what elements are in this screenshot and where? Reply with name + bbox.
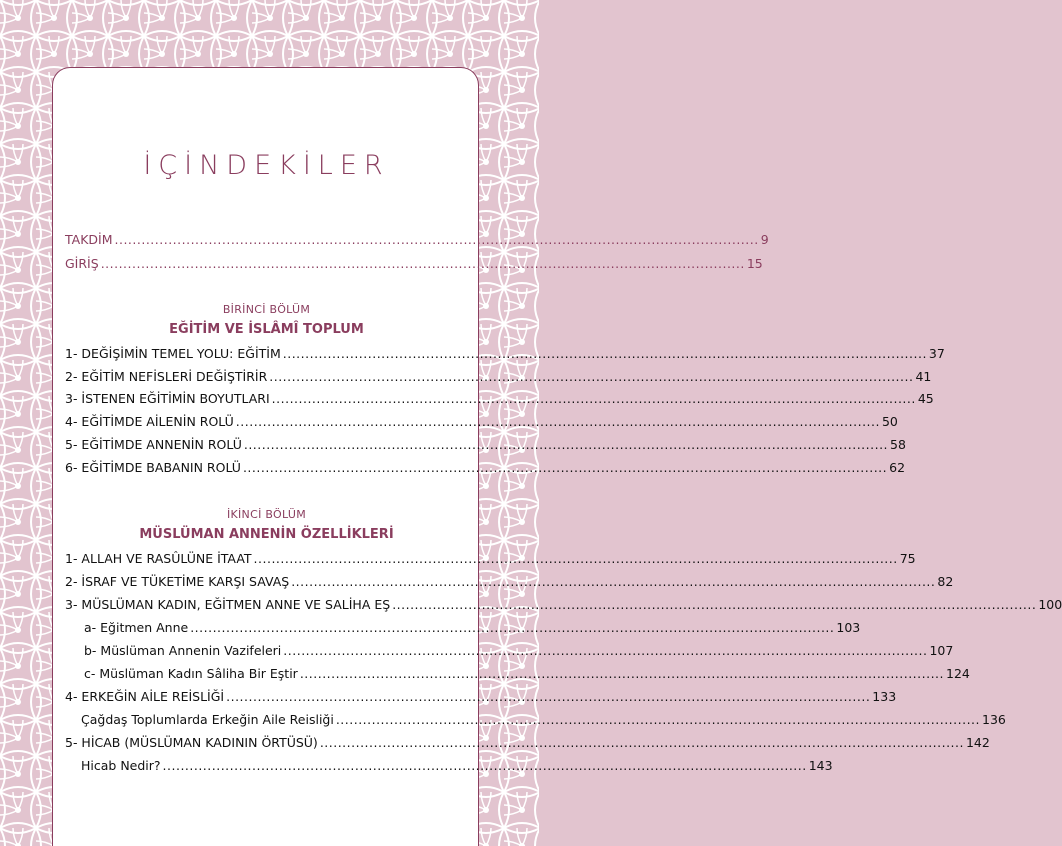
entry-label: TAKDİM xyxy=(65,232,113,247)
toc-entry[interactable] xyxy=(65,688,897,706)
entry-label: 3- İSTENEN EĞİTİMİN BOYUTLARI xyxy=(65,391,270,406)
entry-label: b- Müslüman Annenin Vazifeleri xyxy=(84,643,282,658)
entry-page: 103 xyxy=(836,620,861,635)
entry-label: Çağdaş Toplumlarda Erkeğin Aile Reisliği xyxy=(81,712,334,727)
entry-label: Hicab Nedir? xyxy=(81,758,161,773)
section-caption: BİRİNCİ BÖLÜM xyxy=(222,303,311,316)
entry-page: 82 xyxy=(937,574,954,589)
leader-dots: ................................................................................................................................................ xyxy=(162,758,807,773)
toc-subentry[interactable] xyxy=(81,757,833,775)
entry-label: a- Eğitmen Anne xyxy=(84,620,189,635)
entry-page: 50 xyxy=(881,414,898,429)
leader-dots: ................................................................................................................................................ xyxy=(226,689,871,704)
leader-dots: ................................................................................................................................................ xyxy=(242,460,888,475)
toc-entry[interactable] xyxy=(65,459,906,477)
entry-label: c- Müslüman Kadın Sâliha Bir Eştir xyxy=(84,666,298,681)
entry-page: 75 xyxy=(899,551,916,566)
toc-entry[interactable] xyxy=(65,550,916,568)
leader-dots: ................................................................................................................................................ xyxy=(253,551,898,566)
leader-dots: ................................................................................................................................................ xyxy=(291,574,936,589)
toc-entry[interactable] xyxy=(65,573,954,591)
entry-page: 133 xyxy=(872,689,897,704)
toc-entry[interactable] xyxy=(65,436,906,454)
entry-page: 9 xyxy=(760,232,769,247)
leader-dots: ................................................................................................................................................ xyxy=(243,437,889,452)
entry-page: 15 xyxy=(746,256,763,271)
toc-subentry[interactable] xyxy=(81,711,1006,729)
entry-label: 2- EĞİTİM NEFİSLERİ DEĞİŞTİRİR xyxy=(65,369,268,384)
leader-dots: ................................................................................................................................................ xyxy=(114,232,759,247)
section-title: MÜSLÜMAN ANNENİN ÖZELLİKLERİ xyxy=(139,527,394,542)
leader-dots: ................................................................................................................................................ xyxy=(299,666,944,681)
leader-dots: ................................................................................................................................................ xyxy=(283,643,928,658)
section-title: EĞİTİM VE İSLÂMÎ TOPLUM xyxy=(169,322,364,337)
leader-dots: ................................................................................................................................................ xyxy=(271,391,916,406)
leader-dots: ................................................................................................................................................ xyxy=(319,735,964,750)
entry-label: 5- HİCAB (MÜSLÜMAN KADININ ÖRTÜSÜ) xyxy=(65,735,318,750)
entry-page: 136 xyxy=(982,712,1006,727)
entry-page: 124 xyxy=(946,666,970,681)
toc-entry[interactable] xyxy=(65,390,934,408)
entry-label: 1- ALLAH VE RASÛLÜNE İTAAT xyxy=(65,551,252,566)
leader-dots: ................................................................................................................................................ xyxy=(269,369,914,384)
toc-subentry[interactable] xyxy=(84,665,970,683)
entry-label: 6- EĞİTİMDE BABANIN ROLÜ xyxy=(65,460,241,475)
leader-dots: ................................................................................................................................................ xyxy=(392,597,1037,612)
entry-page: 107 xyxy=(929,643,954,658)
entry-label: GİRİŞ xyxy=(65,256,99,271)
entry-page: 143 xyxy=(808,758,833,773)
toc-subentry[interactable] xyxy=(84,619,861,637)
entry-label: 1- DEĞİŞİMİN TEMEL YOLU: EĞİTİM xyxy=(65,346,281,361)
section-caption: İKİNCİ BÖLÜM xyxy=(226,508,307,521)
entry-label: 2- İSRAF VE TÜKETİME KARŞI SAVAŞ xyxy=(65,574,290,589)
entry-label: 5- EĞİTİMDE ANNENİN ROLÜ xyxy=(65,437,242,452)
toc-entry[interactable] xyxy=(65,368,932,386)
entry-page: 37 xyxy=(928,346,945,361)
toc-entry[interactable] xyxy=(65,596,1062,614)
entry-page: 45 xyxy=(917,391,934,406)
entry-page: 100 xyxy=(1038,597,1062,612)
leader-dots: ................................................................................................................................................ xyxy=(190,620,835,635)
leader-dots: ................................................................................................................................................ xyxy=(100,256,745,271)
toc-entry-takdim[interactable] xyxy=(65,231,769,249)
page-title: İÇİNDEKİLER xyxy=(143,150,390,181)
toc-subentry[interactable] xyxy=(84,642,954,660)
toc-entry[interactable] xyxy=(65,413,898,431)
leader-dots: ................................................................................................................................................ xyxy=(282,346,927,361)
entry-label: 4- EĞİTİMDE AİLENİN ROLÜ xyxy=(65,414,234,429)
contents-page xyxy=(52,67,1062,846)
entry-label: 4- ERKEĞİN AİLE REİSLİĞİ xyxy=(65,689,225,704)
entry-label: 3- MÜSLÜMAN KADIN, EĞİTMEN ANNE VE SALİHA EŞ xyxy=(65,597,391,612)
entry-page: 41 xyxy=(915,369,932,384)
entry-page: 62 xyxy=(889,460,906,475)
toc-entry-giris[interactable] xyxy=(65,255,763,273)
toc-entry[interactable] xyxy=(65,345,945,363)
entry-page: 58 xyxy=(890,437,906,452)
leader-dots: ................................................................................................................................................ xyxy=(235,414,880,429)
entry-page: 142 xyxy=(965,735,990,750)
leader-dots: ................................................................................................................................................ xyxy=(335,712,980,727)
toc-entry[interactable] xyxy=(65,734,990,752)
